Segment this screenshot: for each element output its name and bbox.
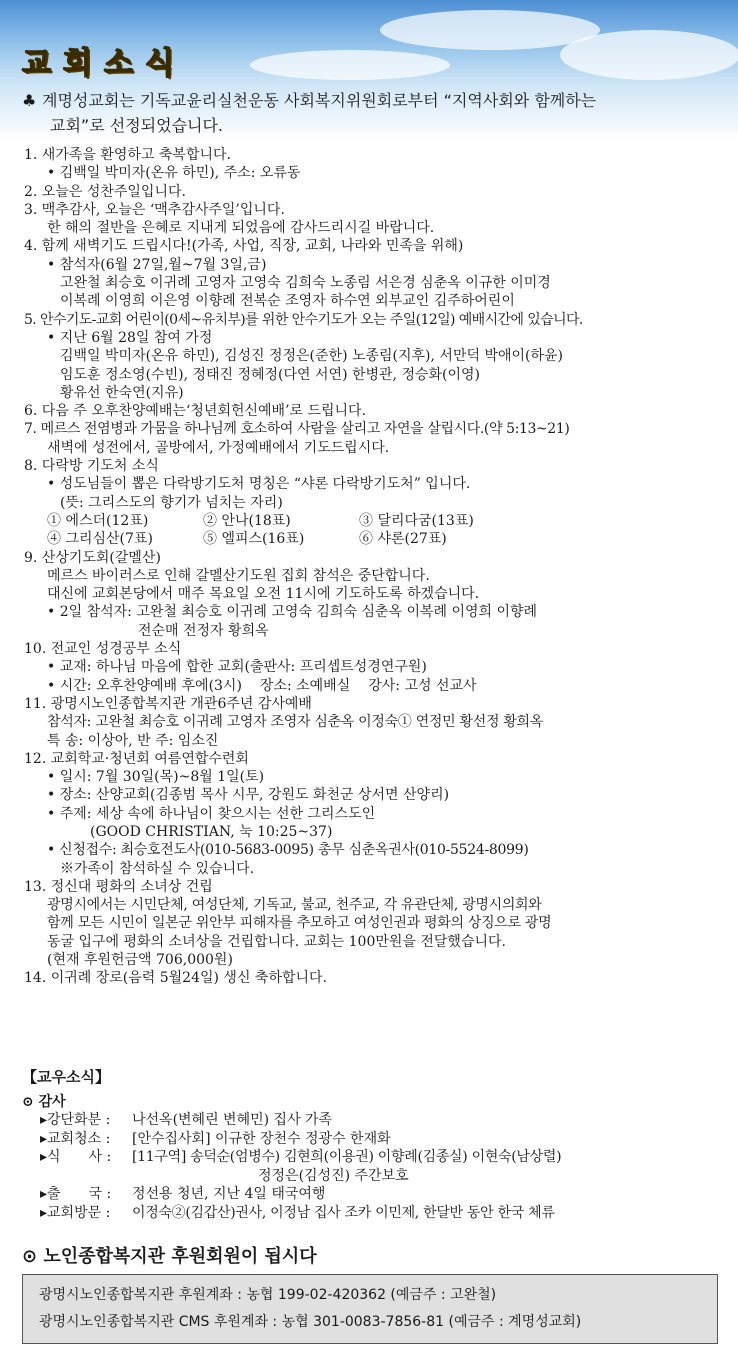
row-text: 정정은(김성진) 주간보호 bbox=[258, 1167, 409, 1184]
news-item: 9. 산상기도회(갈멜산) bbox=[24, 549, 161, 566]
page-title: 교회소식 bbox=[22, 46, 186, 81]
support-title: ⊙ 노인종합복지관 후원회원이 됩시다 bbox=[22, 1246, 317, 1267]
vote-row bbox=[24, 512, 732, 530]
news-detail: (GOOD CHRISTIAN, 눅 10:25~37) bbox=[90, 823, 333, 840]
members-news-row bbox=[22, 1167, 730, 1186]
news-list bbox=[24, 146, 732, 988]
row-text: 정선용 청년, 지난 4일 태국여행 bbox=[132, 1186, 326, 1202]
row-label: ▸교회청소 : bbox=[40, 1130, 111, 1147]
news-detail: 고완철 최승호 이귀례 고영자 고영숙 김희숙 노종림 서은경 심춘옥 이규한 이미경 bbox=[60, 275, 551, 292]
study-lecturer: 강사: 고성 선교사 bbox=[368, 677, 477, 694]
intro-line: 교회”로 선정되었습니다. bbox=[50, 116, 224, 135]
news-detail: • 신청접수: 최승호전도사(010-5683-0095) 총무 심춘옥권사(010-5524-8099) bbox=[47, 842, 529, 859]
row-label: ▸출 국 : bbox=[40, 1186, 112, 1202]
news-detail: • 교재: 하나님 마음에 합한 교회(출판사: 프리셉트성경연구원) bbox=[47, 659, 427, 676]
news-item: 10. 전교인 성경공부 소식 bbox=[24, 641, 182, 658]
row-text: 나선옥(변혜린 변혜민) 집사 가족 bbox=[132, 1112, 333, 1128]
news-detail: • 장소: 산양교회(김종범 목사 시무, 강원도 화천군 상서면 산양리) bbox=[47, 787, 450, 804]
news-detail: • 성도님들이 뽑은 다락방기도처 명칭은 “샤론 다락방기도처” 입니다. bbox=[47, 476, 471, 493]
news-detail: • 주제: 세상 속에 하나님이 찾으시는 선한 그리스도인 bbox=[47, 805, 376, 822]
intro-line: 계명성교회는 기독교윤리실천운동 사회복지위원회로부터 “지역사회와 함께하는 bbox=[42, 91, 597, 110]
news-detail: 새벽에 성전에서, 골방에서, 가정예배에서 기도드립시다. bbox=[47, 439, 390, 456]
vote-result: ④ 그리심산(7표) bbox=[47, 531, 153, 548]
intro-notice bbox=[22, 88, 728, 138]
members-news-row bbox=[22, 1111, 730, 1130]
members-news bbox=[22, 1068, 730, 1222]
news-detail: • 참석자(6월 27일,월~7월 3일,금) bbox=[47, 256, 267, 273]
news-detail: • 김백일 박미자(온유 하민), 주소: 오류동 bbox=[47, 165, 301, 182]
news-detail: 특 송: 이상아, 반 주: 임소진 bbox=[47, 732, 219, 749]
news-detail: (현재 후원헌금액 706,000원) bbox=[47, 952, 233, 969]
news-detail: 참석자: 고완철 최승호 이귀례 고영자 조영자 심춘옥 이정숙① 연정민 황선정 황희옥 bbox=[47, 714, 544, 731]
news-detail: 한 해의 절반을 은혜로 지내게 되었음에 감사드리시길 바랍니다. bbox=[47, 220, 435, 237]
row-text: [11구역] 송덕순(엄병수) 김현희(이용권) 이향례(김종실) 이현숙(남상렬) bbox=[132, 1149, 562, 1165]
vote-result: ⑥ 샤론(27표) bbox=[359, 531, 447, 548]
news-item: 5. 안수기도-교회 어린이(0세~유치부)를 위한 안수기도가 오는 주일(12일) 예배시간에 있습니다. bbox=[24, 311, 583, 328]
news-detail: 대신에 교회본당에서 매주 목요일 오전 11시에 기도하도록 하겠습니다. bbox=[47, 586, 480, 603]
row-label: ▸교회방문 : bbox=[40, 1204, 111, 1221]
thanks-subheading: ⊙ 감사 bbox=[22, 1093, 66, 1110]
members-news-row bbox=[22, 1148, 730, 1167]
members-news-row bbox=[22, 1185, 730, 1204]
news-detail: • 2일 참석자: 고완철 최승호 이귀례 고영숙 김희숙 심춘옥 이복례 이영희 이향례 bbox=[47, 604, 538, 621]
support-account-line: 광명시노인종합복지관 후원계좌 : 농협 199-02-420362 (예금주 : 고완철) bbox=[39, 1287, 497, 1303]
news-detail: ※가족이 참석하실 수 있습니다. bbox=[60, 860, 255, 877]
news-item: 1. 새가족을 환영하고 축복합니다. bbox=[24, 147, 231, 163]
news-detail bbox=[24, 677, 732, 695]
vote-result: ⑤ 엘피스(16표) bbox=[203, 531, 305, 548]
row-label: ▸강단화분 : bbox=[40, 1112, 111, 1128]
news-detail: 이복례 이영희 이은영 이향례 전복순 조영자 하수연 외부교인 김주하어린이 bbox=[60, 293, 515, 310]
news-detail: 메르스 바이러스로 인해 갈멜산기도원 집회 참석은 중단합니다. bbox=[47, 567, 430, 584]
news-item: 13. 정신대 평화의 소녀상 건립 bbox=[24, 878, 213, 895]
news-detail: • 일시: 7월 30일(목)~8월 1일(토) bbox=[47, 769, 265, 786]
support-account-box bbox=[22, 1274, 718, 1344]
news-item: 12. 교회학교·청년회 여름연합수련회 bbox=[24, 750, 249, 767]
study-place: 장소: 소예배실 bbox=[259, 677, 351, 694]
members-news-heading: 【교우소식】 bbox=[22, 1068, 110, 1086]
news-detail: 함께 모든 시민이 일본군 위안부 피해자를 추모하고 여성인권과 평화의 상징으로 광명 bbox=[47, 915, 552, 932]
news-detail: 전순매 전정자 황희옥 bbox=[138, 622, 269, 639]
row-text: 이정숙②(김갑산)권사, 이정남 집사 조카 이민제, 한달반 동안 한국 체류 bbox=[132, 1204, 555, 1221]
news-item: 14. 이귀례 장로(음력 5월24일) 생신 축하합니다. bbox=[24, 970, 327, 987]
vote-result: ③ 달리다굼(13표) bbox=[359, 512, 474, 529]
news-detail: 임도훈 정소영(수빈), 정태진 정혜정(다연 서연) 한병관, 정승화(이영) bbox=[60, 366, 480, 383]
vote-result: ② 안나(18표) bbox=[203, 512, 291, 529]
news-item: 7. 메르스 전염병과 가뭄을 하나님께 호소하여 사람을 살리고 자연을 살립시다.(약 5:13~21) bbox=[24, 421, 570, 438]
cloud-decoration bbox=[250, 50, 450, 80]
news-item: 6. 다음 주 오후찬양예배는‘청년회헌신예배’로 드립니다. bbox=[24, 403, 367, 420]
members-news-row bbox=[22, 1130, 730, 1149]
cloud-decoration bbox=[560, 30, 738, 80]
vote-row bbox=[24, 530, 732, 548]
news-item: 4. 함께 새벽기도 드립시다!(가족, 사업, 직장, 교회, 나라와 민족을 위해) bbox=[24, 238, 464, 255]
news-item: 8. 다락방 기도처 소식 bbox=[24, 458, 159, 475]
news-item: 2. 오늘은 성찬주일입니다. bbox=[24, 183, 186, 200]
news-detail: • 지난 6월 28일 참여 가정 bbox=[47, 329, 213, 346]
news-detail: 김백일 박미자(온유 하민), 김성진 정정은(준한) 노종림(지후), 서만덕 박애이(하윤) bbox=[60, 348, 563, 365]
vote-result: ① 에스더(12표) bbox=[47, 512, 149, 529]
news-item: 11. 광명시노인종합복지관 개관6주년 감사예배 bbox=[24, 695, 312, 712]
support-account-line: 광명시노인종합복지관 CMS 후원계좌 : 농협 301-0083-7856-81 (예금주 : 계명성교회) bbox=[39, 1314, 582, 1330]
news-detail: 동굴 입구에 평화의 소녀상을 건립합니다. 교회는 100만원을 전달했습니다. bbox=[47, 933, 506, 950]
news-detail: 황유선 한숙연(지유) bbox=[60, 384, 184, 401]
members-news-row bbox=[22, 1204, 730, 1223]
news-item: 3. 맥추감사, 오늘은 ‘맥추감사주일’입니다. bbox=[24, 201, 285, 218]
club-icon: ♣ bbox=[22, 91, 37, 110]
row-text: [안수집사회] 이규한 장천수 정광수 한재화 bbox=[132, 1130, 391, 1147]
row-label: ▸식 사 : bbox=[40, 1149, 112, 1165]
news-detail: 광명시에서는 시민단체, 여성단체, 기독교, 불교, 천주교, 각 유관단체, 광명시의회와 bbox=[47, 897, 542, 914]
news-detail: (뜻: 그리스도의 향기가 넘치는 자리) bbox=[60, 494, 283, 511]
study-time: • 시간: 오후찬양예배 후에(3시) bbox=[47, 677, 242, 694]
